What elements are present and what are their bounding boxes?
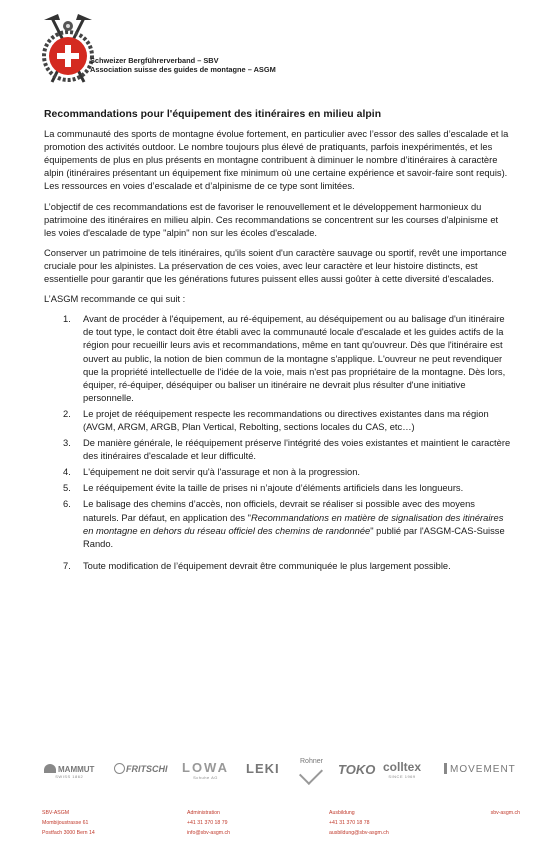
sponsor-logo-lowa	[182, 760, 229, 780]
cited-document-title: Recommandations en matière de signalisation des itinéraires en montagne en dehors du réseau officiel des chemins de randonnée	[83, 512, 504, 536]
list-number: 2.	[63, 408, 71, 419]
footer-website-link[interactable]: sbv-asgm.ch	[490, 810, 520, 816]
recommendations-intro: L’ASGM recommande ce qui suit :	[44, 294, 186, 305]
list-number: 1.	[63, 314, 71, 325]
footer-phone: +41 31 370 18 78	[329, 820, 370, 826]
sponsor-logo-toko	[338, 762, 375, 777]
sponsor-logos	[42, 758, 522, 792]
movement-icon	[444, 763, 447, 774]
footer-heading: Ausbildung	[329, 810, 355, 816]
sbv-logo-icon	[38, 12, 98, 88]
sponsor-name: TOKO	[338, 762, 376, 777]
list-item	[44, 482, 512, 495]
sponsor-logo-movement	[444, 763, 516, 775]
document-body	[44, 108, 512, 576]
list-number: 4.	[63, 467, 71, 478]
footer-org: SBV-ASGM	[42, 810, 70, 816]
footer-heading: Administration	[187, 810, 220, 816]
list-text-part: Le balisage des chemins d’accès, non officiels, devrait se réaliser si possible avec des moyens naturels. Par défaut, en application des "	[83, 499, 475, 523]
list-text: Le projet de rééquipement respecte les recommandations ou directives existantes dans ma région (AVGM, ARGM, ARGB, Plan Vertical, Rebolting, sections locales du CAS, etc…)	[83, 408, 489, 432]
sponsor-name: MAMMUT	[58, 765, 95, 774]
list-item	[44, 498, 512, 550]
letterhead	[38, 12, 338, 92]
list-text-part: " publié par l'ASGM-CAS-Suisse Rando.	[83, 525, 505, 549]
recommendations-list	[44, 313, 512, 573]
list-text: L'équipement ne doit servir qu'à l'assurage et non à la progression.	[83, 467, 361, 478]
footer-address	[42, 808, 95, 838]
sponsor-subtitle: SWISS 1862	[55, 774, 84, 779]
sponsor-subtitle: SINCE 1969	[388, 774, 416, 779]
list-number: 6.	[63, 499, 71, 510]
org-name-german: Schweizer Bergführerverband – SBV	[90, 56, 219, 65]
sponsor-logo-rohner	[300, 758, 323, 780]
sponsor-logo-fritschi	[114, 763, 168, 774]
list-number: 7.	[63, 560, 71, 571]
sponsor-name: Rohner	[300, 758, 323, 765]
org-name-french: Association suisse des guides de montagne – ASGM	[90, 65, 276, 74]
footer-postal: Postfach 3000 Bern 14	[42, 830, 95, 836]
sponsor-logo-colltex	[383, 760, 421, 779]
list-item	[44, 560, 512, 573]
organization-name	[90, 56, 276, 74]
list-text: Toute modification de l’équipement devrait être communiquée le plus largement possible.	[83, 560, 451, 571]
sponsor-subtitle: Schuhe AG	[193, 775, 218, 780]
fritschi-icon	[114, 763, 125, 774]
sponsor-name: LEKI	[246, 761, 280, 776]
list-item	[44, 466, 512, 479]
footer-street: Mombijoustrasse 61	[42, 820, 89, 826]
list-number: 5.	[63, 483, 71, 494]
sponsor-logo-leki	[246, 761, 280, 776]
footer-email-link[interactable]: ausbildung@sbv-asgm.ch	[329, 830, 389, 836]
footer	[42, 808, 522, 842]
list-item	[44, 313, 512, 405]
footer-administration	[187, 808, 230, 838]
list-number: 3.	[63, 438, 71, 449]
footer-email-link[interactable]: info@sbv-asgm.ch	[187, 830, 231, 836]
list-text: De manière générale, le rééquipement préserve l'intégrité des voies existantes et maintient le caractère des itinéraires d'escalade et leur difficulté.	[83, 438, 511, 462]
sponsor-logo-mammut	[44, 764, 94, 779]
list-text: Le rééquipement évite la taille de prises ni n’ajoute d’éléments artificiels dans les longueurs.	[83, 483, 464, 494]
sponsor-name: MOVEMENT	[450, 764, 516, 775]
sponsor-name: LOWA	[182, 760, 229, 775]
sponsor-name: colltex	[383, 760, 422, 774]
mammut-icon	[44, 764, 56, 773]
footer-phone: +41 31 370 18 79	[187, 820, 228, 826]
footer-ausbildung	[329, 808, 389, 838]
paragraph: Conserver un patrimoine de tels itinéraires, qu'ils soient d'un caractère sauvage ou sportif, revêt une importance cruciale pour les alpinistes. La préservation de ces voies, avec leur caractère et leur histoire distincts, est essentielle pour garantir que les générations futures puissent elles aussi goûter à cette diversité d'escalades.	[44, 247, 507, 285]
list-text: Avant de procéder à l'équipement, au ré-équipement, au déséquipement ou au balisage d'un itinéraire de tout type, le contact doit être établi avec la communauté locale d'escalade et les guides actifs de la région pour recueillir leurs avis et recommandations, même en tant qu'ouvreur. Dès que l'itinéraire est ouvert au public, la notion de bien commun de la montagne s'applique. L'ouvreur ne peut revendiquer que la propriété intellectuelle de l'idée de la voie, mais n'est pas propriétaire de la montagne. Dès lors, équiper, ré-équiper, déséquiper ou baliser un itinéraire ne devrait plus résulter d'une initiative personnelle.	[83, 314, 506, 403]
paragraph: La communauté des sports de montagne évolue fortement, en particulier avec l’essor des salles d’escalade et la promotion des activités outdoor. Le nombre toujours plus élevé de pratiquants, parfois inexpérimentés, et les équipements de plus en plus présents en montagne contribuent à diminuer le nombre d’itinéraires à caractère alpin (itinéraires présentant un équipement fixe minimum où une certaine expérience et savoir-faire sont requis). Les ressources en voies d’escalade et d’alpinisme de ce type sont limitées.	[44, 129, 509, 192]
sponsor-name: FRITSCHI	[126, 764, 168, 774]
list-item	[44, 437, 512, 463]
list-item	[44, 408, 512, 434]
document-title: Recommandations pour l'équipement des itinéraires en milieu alpin	[44, 109, 382, 120]
paragraph: L’objectif de ces recommandations est de favoriser le renouvellement et le développement harmonieux du patrimoine des itinéraires en milieu alpin. Ces recommandations se concentrent sur les courses d'alpinisme et les voies d'escalade de type "alpin" non sur les écoles d'escalade.	[44, 201, 499, 238]
